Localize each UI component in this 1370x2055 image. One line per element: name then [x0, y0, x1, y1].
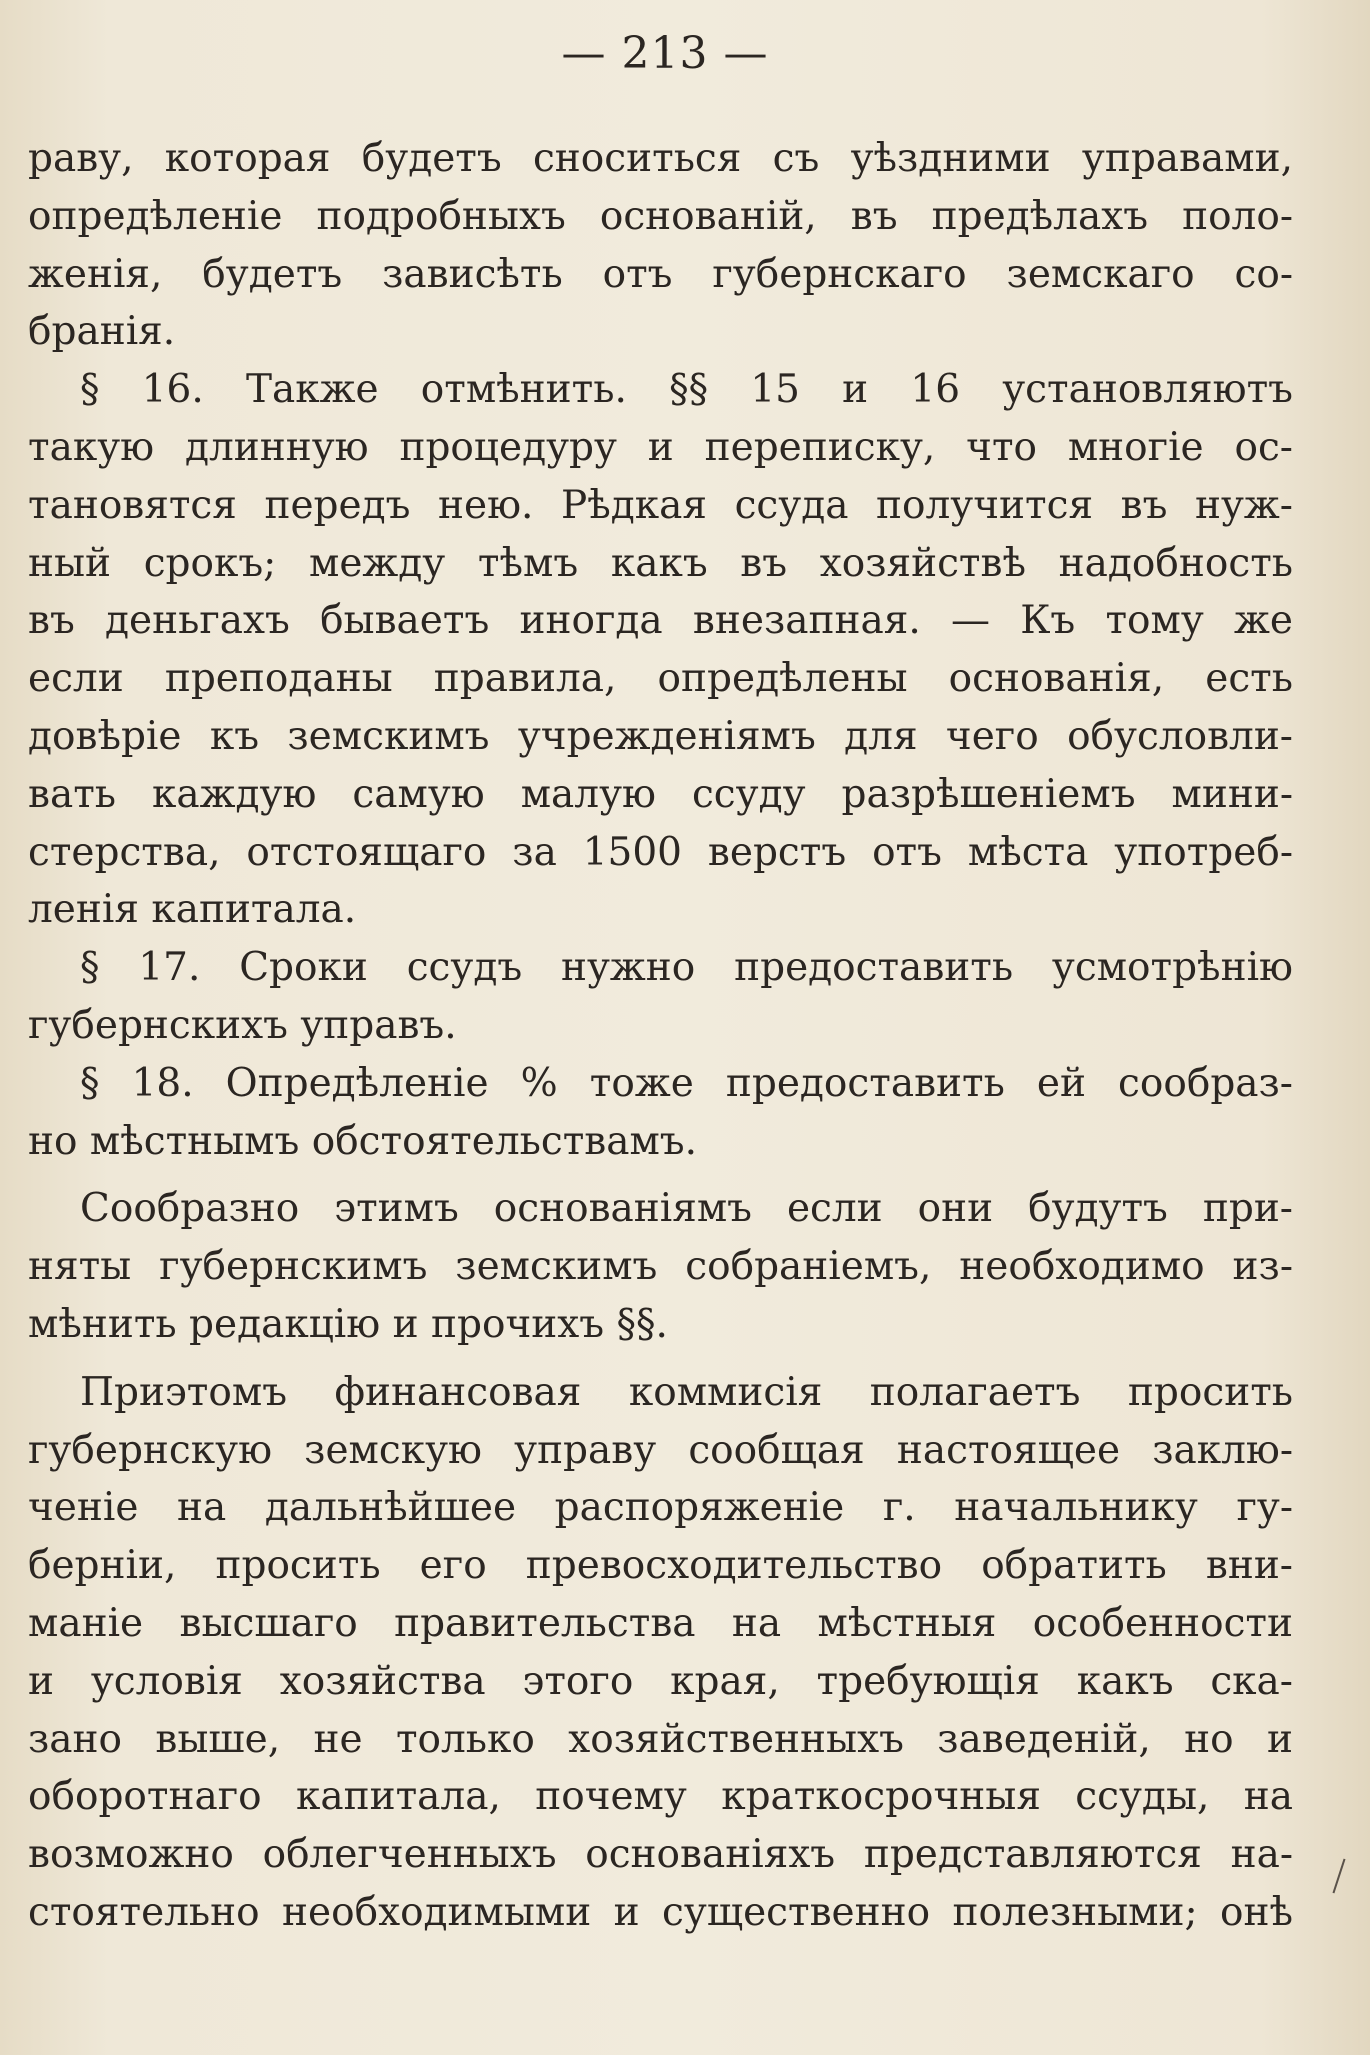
text-line: бранія.	[28, 309, 176, 355]
text-line: такую длинную процедуру и переписку, что многіе ос-	[28, 424, 1293, 470]
text-line: если преподаны правила, опредѣлены основанія, есть	[28, 656, 1293, 702]
text-line: берніи, просить его превосходительство обратить вни-	[28, 1543, 1293, 1589]
text-line: опредѣленіе подробныхъ основаній, въ предѣлахъ поло-	[28, 193, 1293, 239]
text-line: губернскихъ управъ.	[28, 1002, 457, 1048]
text-line: женія, будетъ зависѣть отъ губернскаго земскаго со-	[28, 251, 1293, 297]
text-line: Приэтомъ финансовая коммисія полагаетъ просить	[80, 1369, 1293, 1415]
paragraph-16-heading-line: § 16. Также отмѣнить. §§ 15 и 16 установляютъ	[80, 367, 1293, 413]
paragraph-18-heading-line: § 18. Опредѣленіе % тоже предоставить ей сообраз-	[80, 1060, 1293, 1106]
text-line: вать каждую самую малую ссуду разрѣшеніемъ мини-	[28, 771, 1293, 817]
text-line: и условія хозяйства этого края, требующія какъ ска-	[28, 1658, 1293, 1704]
text-line: возможно облегченныхъ основаніяхъ представляются на-	[28, 1832, 1293, 1878]
text-line: стерства, отстоящаго за 1500 верстъ отъ мѣста употреб-	[28, 829, 1293, 875]
text-line: раву, которая будетъ сноситься съ уѣздними управами,	[28, 136, 1293, 181]
text-line: но мѣстнымъ обстоятельствамъ.	[28, 1118, 698, 1164]
body-text	[28, 130, 1293, 1942]
text-line: въ деньгахъ бываетъ иногда внезапная. — Къ тому же	[28, 598, 1293, 644]
text-line: тановятся передъ нею. Рѣдкая ссуда получится въ нуж-	[28, 482, 1293, 528]
text-line: ленія капитала.	[28, 887, 357, 933]
paragraph-17-heading-line: § 17. Сроки ссудъ нужно предоставить усмотрѣнію	[80, 945, 1293, 991]
text-line: Сообразно этимъ основаніямъ если они будутъ при-	[80, 1186, 1293, 1232]
text-line: оборотнаго капитала, почему краткосрочныя ссуды, на	[28, 1774, 1293, 1820]
text-line: довѣріе къ земскимъ учрежденіямъ для чего обусловли-	[28, 713, 1293, 759]
text-line: зано выше, не только хозяйственныхъ заведеній, но и	[28, 1716, 1293, 1762]
text-line: губернскую земскую управу сообщая настоящее заклю-	[28, 1427, 1293, 1473]
text-line: стоятельно необходимыми и существенно полезными; онѣ	[28, 1889, 1293, 1935]
text-line: маніе высшаго правительства на мѣстныя особенности	[28, 1600, 1293, 1646]
text-line: мѣнить редакцію и прочихъ §§.	[28, 1301, 668, 1347]
margin-scratch-mark	[1332, 1859, 1345, 1894]
text-line: ченіе на дальнѣйшее распоряженіе г. начальнику гу-	[28, 1485, 1293, 1531]
text-line: няты губернскимъ земскимъ собраніемъ, необходимо из-	[28, 1244, 1293, 1290]
page-number: — 213 —	[561, 28, 769, 79]
text-line: ный срокъ; между тѣмъ какъ въ хозяйствѣ надобность	[28, 540, 1293, 586]
